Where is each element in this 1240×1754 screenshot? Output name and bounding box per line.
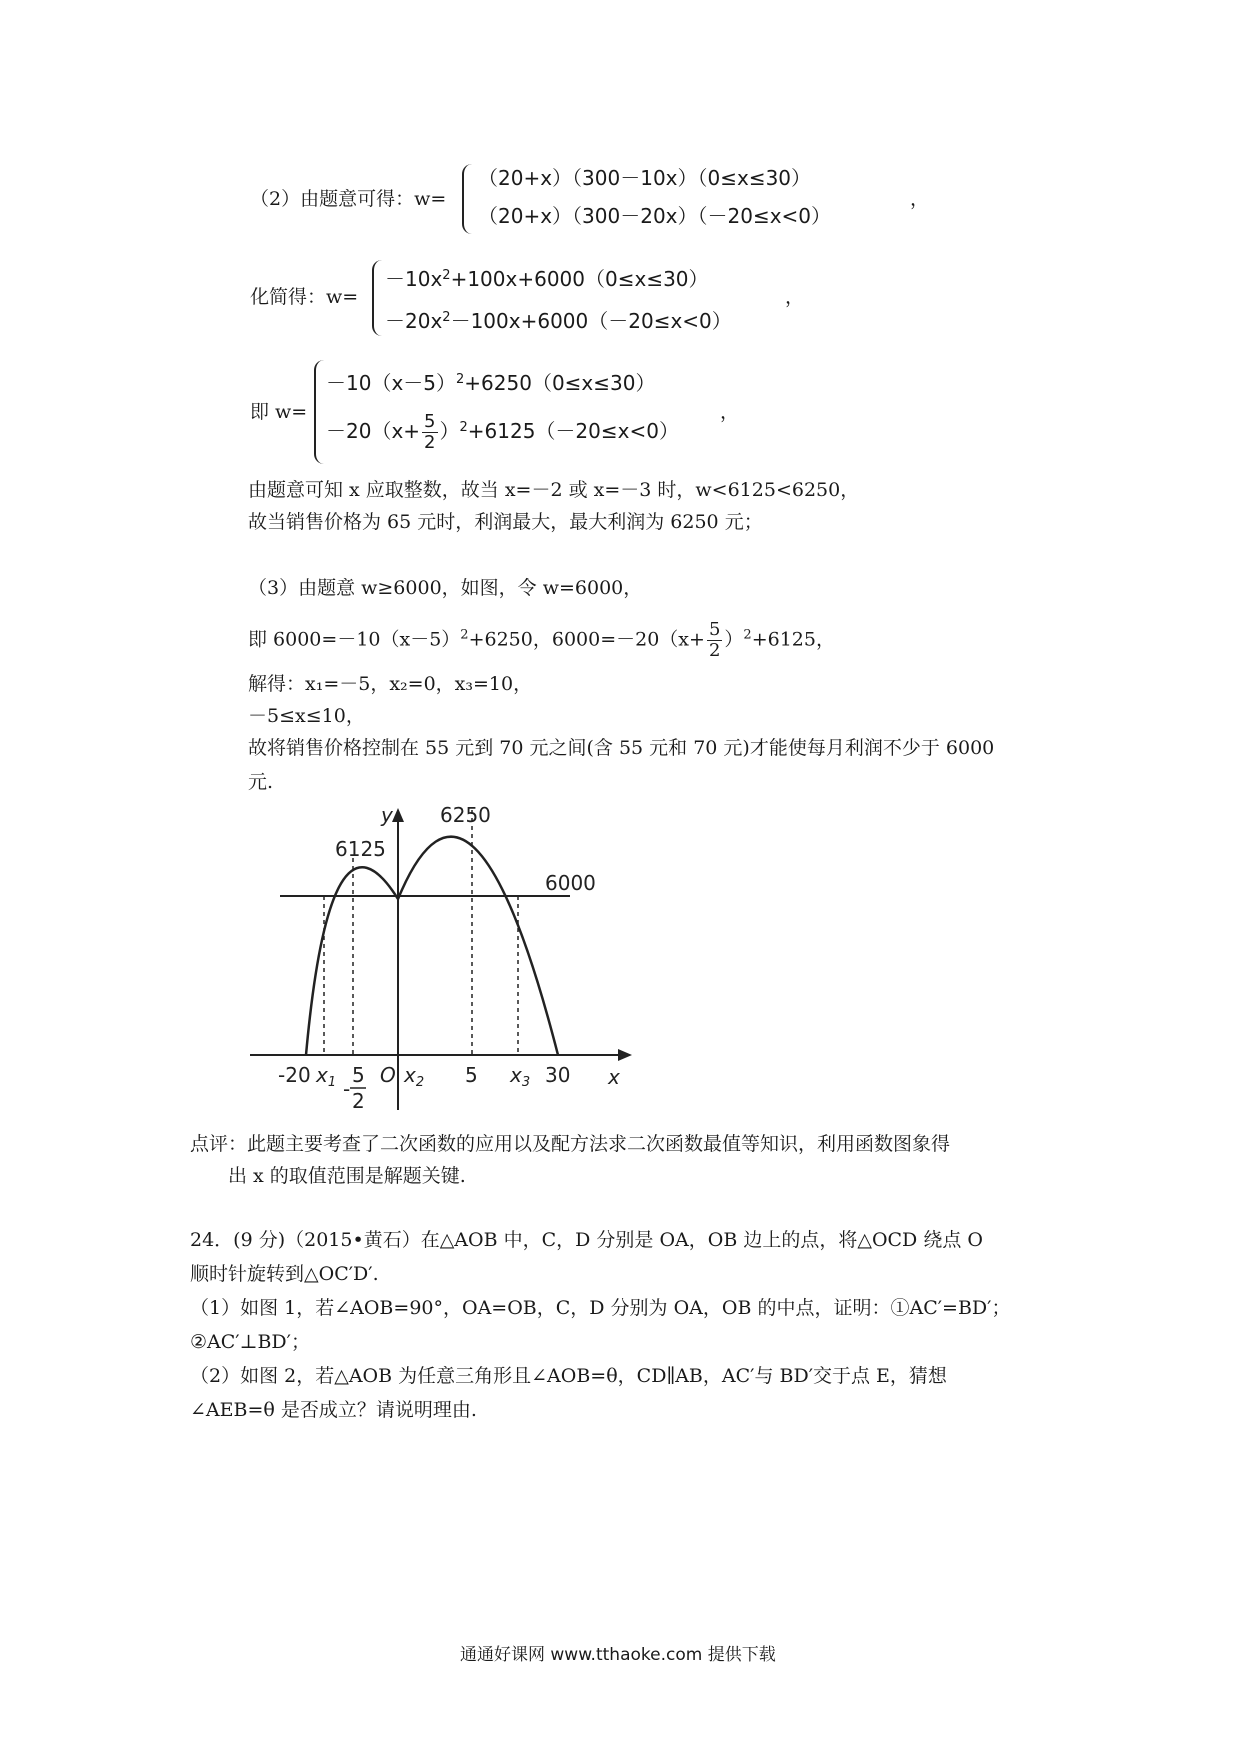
- peak1-label: 6125: [335, 837, 386, 861]
- part3-line1: （3）由题意 w≥6000，如图，令 w=6000，: [248, 577, 643, 599]
- right-parabola: [398, 837, 558, 1055]
- simplify-brace: [372, 260, 384, 336]
- tick-x1: $x_1$: [316, 1063, 337, 1090]
- y-axis-arrow: [392, 808, 404, 822]
- part3-fraction: $\frac{5}{2}$: [708, 619, 721, 661]
- tick-5: 5: [465, 1063, 478, 1087]
- page-footer: 通通好课网 www.tthaoke.com 提供下载: [460, 1645, 776, 1665]
- part3-line5: 故将销售价格控制在 55 元到 70 元之间(含 55 元和 70 元)才能使每月利润不少于 6000: [248, 737, 995, 759]
- x-label: x: [608, 1065, 620, 1089]
- part3-line2: 即 $6000=-10(x-5)^2+6250$，6000=－20（x+ $\frac{5}{2}$ ）$^2$+6125，: [248, 619, 835, 661]
- tick-x2: $x_2$: [404, 1063, 425, 1090]
- part3-line6: 元.: [248, 771, 274, 793]
- q24-line3: （1）如图 1，若∠AOB=90°，OA=OB，C，D 分别为 OA，OB 的中点，证明：①AC′=BD′；: [190, 1297, 1011, 1319]
- vertex-case1: $-10(x-5)^2+6250(0\le x\le 30)$: [326, 371, 656, 395]
- origin-label: O: [380, 1063, 396, 1087]
- q24-line6: ∠AEB=θ 是否成立？请说明理由.: [190, 1399, 477, 1421]
- tick-minus-20: -20: [278, 1063, 311, 1087]
- part2-label: （2）由题意可得：w=: [250, 188, 447, 210]
- tick-30: 30: [545, 1063, 571, 1087]
- vertex-label: 即 w=: [250, 401, 308, 423]
- conclusion2-line1: 由题意可知 x 应取整数，故当 x=－2 或 x=－3 时，w<6125<6250，: [248, 479, 860, 501]
- vertex-brace: [314, 360, 326, 464]
- part2-comma: ，: [910, 188, 930, 210]
- part2-case2: （20+x）（300－20x）（－20≤x<0）: [478, 204, 832, 228]
- part3-line3: 解得：x₁=－5，x₂=0，x₃=10，: [248, 673, 533, 695]
- line-6000-label: 6000: [545, 871, 596, 895]
- q24-line4: ②AC′⊥BD′；: [190, 1331, 310, 1353]
- part2-brace: [462, 164, 474, 234]
- simplify-case1: $-10x^2+100x+6000(0\le x\le 30)$: [385, 267, 709, 291]
- peak2-label: 6250: [440, 803, 491, 827]
- tick-frac-den: 2: [352, 1089, 365, 1113]
- comment-line1: 点评：此题主要考查了二次函数的应用以及配方法求二次函数最值等知识，利用函数图象得: [190, 1133, 951, 1155]
- simplify-case2: $-20x^2-100x+6000(-20\le x<0)$: [385, 309, 732, 333]
- q24-line1: 24．(9 分)（2015•黄石）在△AOB 中，C，D 分别是 OA，OB 边上的点，将△OCD 绕点 O: [190, 1229, 983, 1251]
- simplify-label: 化简得：w=: [250, 286, 359, 308]
- conclusion2-line2: 故当销售价格为 65 元时，利润最大，最大利润为 6250 元；: [248, 511, 763, 533]
- tick-x3: $x_3$: [510, 1063, 531, 1090]
- simplify-comma: ，: [785, 286, 805, 308]
- comment-line2: 出 x 的取值范围是解题关键.: [228, 1165, 466, 1187]
- x-axis-arrow: [618, 1049, 632, 1061]
- y-label: y: [381, 803, 393, 827]
- tick-frac-num: 5: [352, 1063, 365, 1087]
- q24-line2: 顺时针旋转到△OC′D′.: [190, 1263, 379, 1285]
- function-graph: [240, 800, 660, 1120]
- vertex-comma: ，: [720, 401, 740, 423]
- tick-neg-sign: -: [343, 1077, 351, 1101]
- part3-line4: －5≤x≤10，: [248, 705, 365, 727]
- vertex-fraction: $\frac{5}{2}$: [424, 411, 436, 453]
- q24-line5: （2）如图 2，若△AOB 为任意三角形且∠AOB=θ，CD∥AB，AC′与 BD′交于点 E，猜想: [190, 1365, 947, 1387]
- part2-case1: （20+x）（300－10x）（0≤x≤30）: [478, 166, 812, 190]
- vertex-case2: －20（x+ $\frac{5}{2}$ ）$^2$+6125（－20≤x<0）: [326, 411, 679, 453]
